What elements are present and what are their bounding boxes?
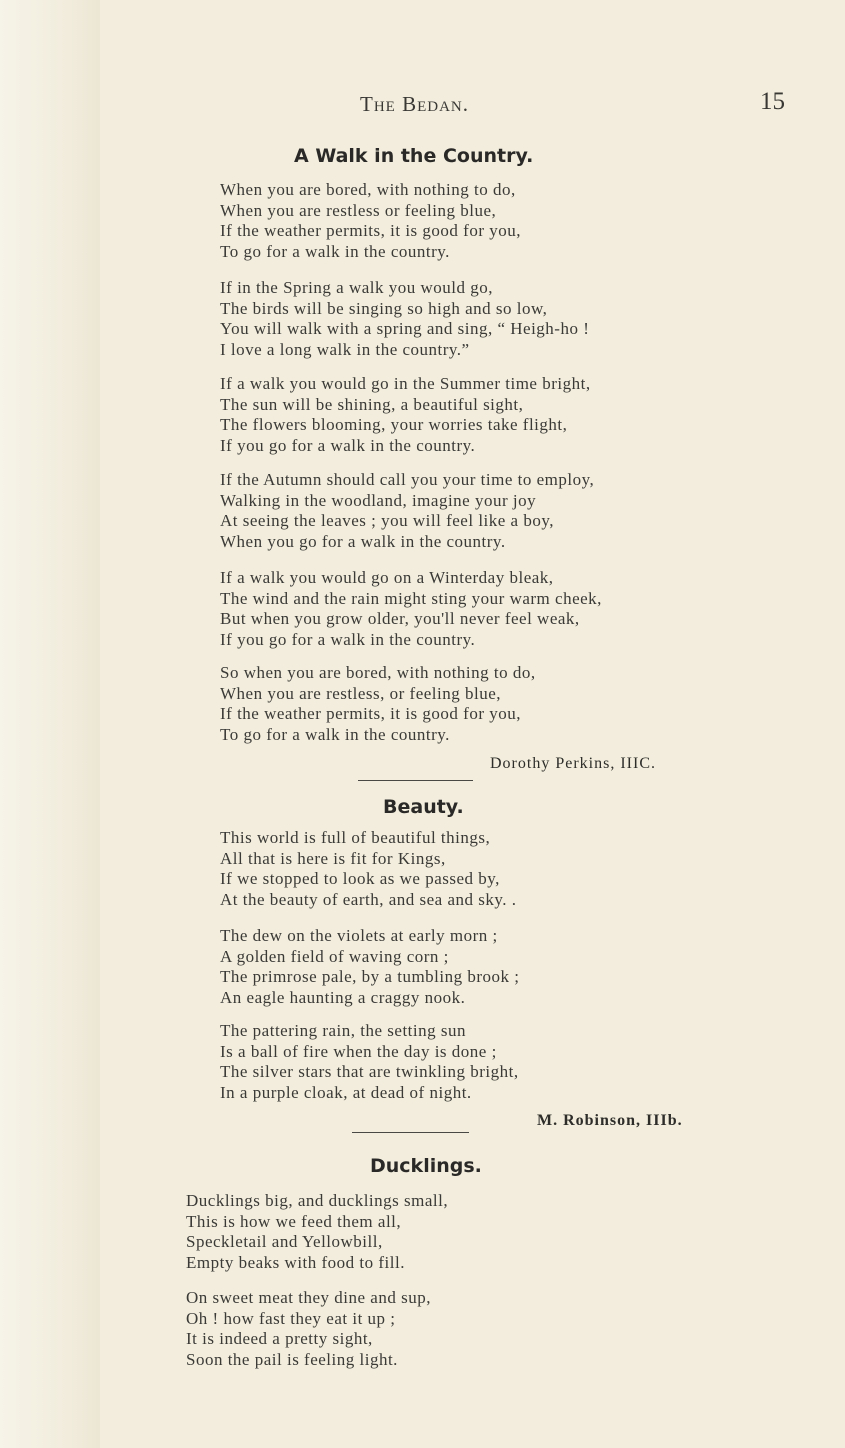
verse-line: Empty beaks with food to fill. [186, 1252, 405, 1272]
stanza [186, 1191, 448, 1273]
verse-line: If the weather permits, it is good for you, [220, 704, 521, 723]
stanza [186, 1288, 431, 1370]
verse-line: Is a ball of fire when the day is done ; [220, 1041, 497, 1061]
stanza [220, 828, 517, 910]
verse-line: In a purple cloak, at dead of night. [220, 1082, 472, 1102]
verse-line: To go for a walk in the country. [220, 724, 450, 744]
verse-line: Ducklings big, and ducklings small, [186, 1191, 449, 1210]
verse-line: When you are restless or feeling blue, [220, 200, 497, 220]
verse-line: The flowers blooming, your worries take flight, [220, 415, 568, 434]
verse-line: This world is full of beautiful things, [220, 828, 491, 847]
verse-line: The birds will be singing so high and so low, [220, 298, 548, 318]
verse-line: The primrose pale, by a tumbling brook ; [220, 967, 520, 986]
section-divider [352, 1132, 469, 1133]
verse-line: An eagle haunting a craggy nook. [220, 987, 466, 1007]
verse-line: If the weather permits, it is good for you, [220, 221, 521, 240]
stanza [220, 278, 589, 360]
verse-line: If a walk you would go on a Winterday bleak, [220, 568, 554, 587]
verse-line: On sweet meat they dine and sup, [186, 1288, 431, 1307]
left-page-margin [0, 0, 100, 1448]
verse-line: But when you grow older, you'll never feel weak, [220, 609, 580, 628]
verse-line: You will walk with a spring and sing, “ Heigh-ho ! [220, 319, 590, 338]
verse-line: This is how we feed them all, [186, 1211, 402, 1231]
verse-line: The sun will be shining, a beautiful sight, [220, 394, 524, 414]
author-signature: M. Robinson, IIIb. [537, 1112, 683, 1129]
verse-line: If in the Spring a walk you would go, [220, 278, 493, 297]
stanza [220, 470, 594, 552]
verse-line: The wind and the rain might sting your warm cheek, [220, 588, 602, 608]
verse-line: If a walk you would go in the Summer time bright, [220, 374, 591, 393]
verse-line: Soon the pail is feeling light. [186, 1349, 398, 1369]
verse-line: A golden field of waving corn ; [220, 946, 449, 966]
verse-line: At the beauty of earth, and sea and sky. . [220, 889, 517, 909]
verse-line: The silver stars that are twinkling bright, [220, 1062, 519, 1081]
running-head: The Bedan. [360, 92, 469, 116]
author-signature: Dorothy Perkins, IIIC. [490, 755, 656, 772]
poem-title: Ducklings. [370, 1155, 482, 1177]
verse-line: When you are bored, with nothing to do, [220, 180, 516, 199]
verse-line: Speckletail and Yellowbill, [186, 1232, 383, 1251]
verse-line: So when you are bored, with nothing to do, [220, 663, 536, 682]
verse-line: If you go for a walk in the country. [220, 629, 476, 649]
verse-line: If we stopped to look as we passed by, [220, 869, 500, 888]
verse-line: I love a long walk in the country.” [220, 339, 470, 359]
stanza [220, 374, 591, 456]
verse-line: The pattering rain, the setting sun [220, 1021, 466, 1040]
stanza [220, 1021, 519, 1103]
verse-line: To go for a walk in the country. [220, 241, 450, 261]
verse-line: When you go for a walk in the country. [220, 531, 506, 551]
verse-line: All that is here is fit for Kings, [220, 848, 446, 868]
verse-line: When you are restless, or feeling blue, [220, 683, 502, 703]
verse-line: The dew on the violets at early morn ; [220, 926, 498, 945]
verse-line: Oh ! how fast they eat it up ; [186, 1308, 396, 1328]
verse-line: If you go for a walk in the country. [220, 435, 476, 455]
stanza [220, 663, 536, 745]
section-divider [358, 780, 473, 781]
stanza [220, 180, 521, 262]
poem-title: A Walk in the Country. [294, 145, 534, 167]
poem-title: Beauty. [383, 796, 464, 818]
verse-line: It is indeed a pretty sight, [186, 1329, 373, 1348]
stanza [220, 568, 602, 650]
verse-line: Walking in the woodland, imagine your joy [220, 490, 537, 510]
stanza [220, 926, 520, 1008]
verse-line: If the Autumn should call you your time to employ, [220, 470, 595, 489]
page-number: 15 [760, 88, 785, 115]
verse-line: At seeing the leaves ; you will feel like a boy, [220, 511, 555, 530]
